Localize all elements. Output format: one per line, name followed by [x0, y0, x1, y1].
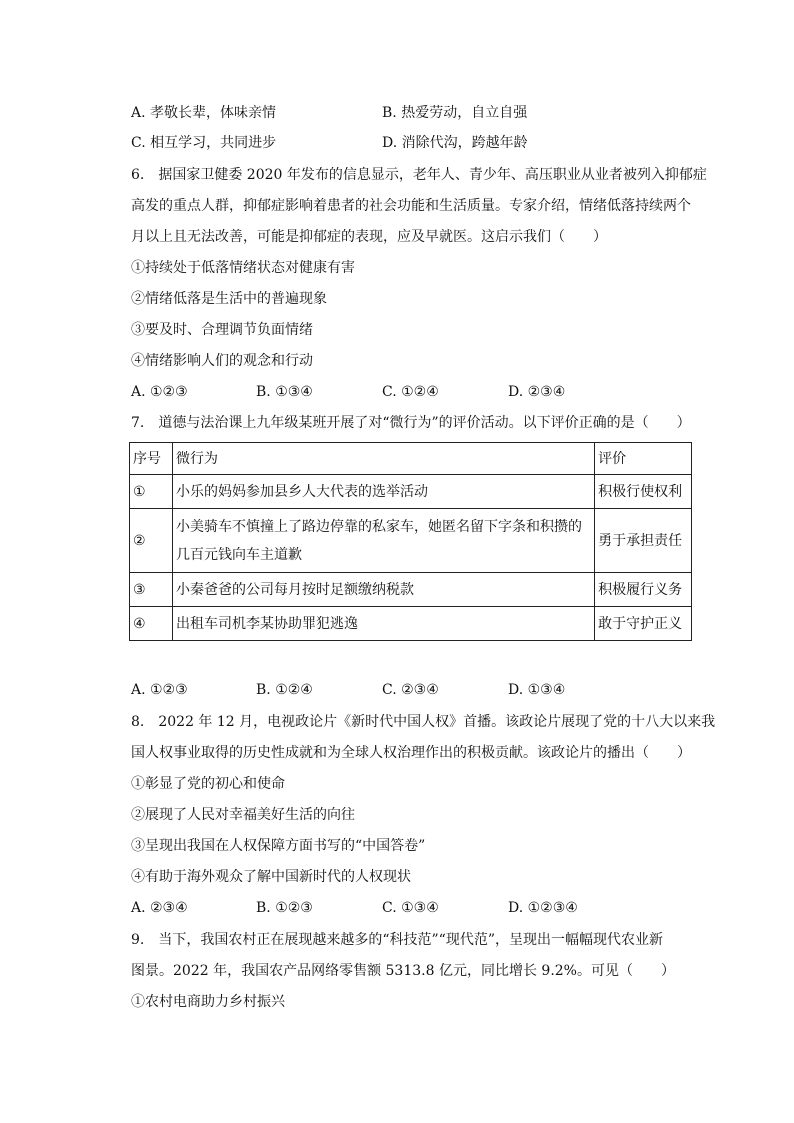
- q5-options-row-2: [131, 133, 691, 153]
- q6-stem-line-2: 高发的重点人群，抑郁症影响着患者的社会功能和生活质量。专家介绍，情绪低落持续两个: [131, 198, 691, 214]
- row-eval: 敢于守护正义: [595, 607, 692, 641]
- table-row: [130, 607, 692, 641]
- q6-option-a[interactable]: A. ①②③: [131, 384, 188, 400]
- q6-option-c[interactable]: C. ①②④: [382, 384, 439, 400]
- table-row: [130, 475, 692, 509]
- q8-option-d[interactable]: D. ①②③④: [508, 900, 578, 916]
- q5-option-a[interactable]: A. 孝敬长辈，体味亲情: [131, 105, 277, 121]
- q6-item-3: ③要及时、合理调节负面情绪: [131, 322, 313, 338]
- q7-options: [131, 680, 691, 700]
- header-no: 序号: [130, 443, 173, 475]
- q9-stem-line-1: 9. 当下，我国农村正在展现越来越多的“科技范”“现代范”，呈现出一幅幅现代农业新: [131, 932, 663, 948]
- q7-option-d[interactable]: D. ①③④: [508, 682, 566, 698]
- q8-item-3: ③呈现出我国在人权保障方面书写的“中国答卷”: [131, 838, 426, 854]
- q8-option-a[interactable]: A. ②③④: [131, 900, 188, 916]
- row-no: ①: [130, 475, 173, 509]
- table-header-row: [130, 443, 692, 475]
- q8-option-b[interactable]: B. ①②③: [256, 900, 313, 916]
- row-eval: 积极履行义务: [595, 573, 692, 607]
- q9-item-1: ①农村电商助力乡村振兴: [131, 994, 285, 1010]
- q6-stem-line-3: 月以上且无法改善，可能是抑郁症的表现，应及早就医。这启示我们（ ）: [131, 229, 607, 245]
- q8-item-1: ①彰显了党的初心和使命: [131, 776, 285, 792]
- row-act: 小秦爸爸的公司每月按时足额缴纳税款: [172, 573, 594, 607]
- q6-option-b[interactable]: B. ①③④: [256, 384, 313, 400]
- q8-stem-line-2: 国人权事业取得的历史性成就和为全球人权治理作出的积极贡献。该政论片的播出（ ）: [131, 745, 691, 761]
- q5-option-b[interactable]: B. 热爱劳动，自立自强: [382, 105, 528, 121]
- row-act: 小美骑车不慎撞上了路边停靠的私家车，她匿名留下字条和积攒的几百元钱向车主道歉: [172, 509, 594, 573]
- row-eval: 勇于承担责任: [595, 509, 692, 573]
- q7-option-b[interactable]: B. ①②④: [256, 682, 313, 698]
- q8-item-2: ②展现了人民对幸福美好生活的向往: [131, 807, 355, 823]
- q7-option-a[interactable]: A. ①②③: [131, 682, 188, 698]
- q6-item-1: ①持续处于低落情绪状态对健康有害: [131, 260, 355, 276]
- q5-option-d[interactable]: D. 消除代沟，跨越年龄: [382, 135, 528, 151]
- q8-item-4: ④有助于海外观众了解中国新时代的人权现状: [131, 869, 411, 885]
- row-no: ③: [130, 573, 173, 607]
- q7-option-c[interactable]: C. ②③④: [382, 682, 439, 698]
- row-eval: 积极行使权利: [595, 475, 692, 509]
- row-act: 小乐的妈妈参加县乡人大代表的选举活动: [172, 475, 594, 509]
- table-row: [130, 509, 692, 573]
- q6-item-4: ④情绪影响人们的观念和行动: [131, 353, 313, 369]
- q9-stem-line-2: 图景。2022 年，我国农产品网络零售额 5313.8 亿元，同比增长 9.2%。可见（ ）: [131, 963, 675, 979]
- row-no: ④: [130, 607, 173, 641]
- header-eval: 评价: [595, 443, 692, 475]
- header-act: 微行为: [172, 443, 594, 475]
- q7-stem: 7. 道德与法治课上九年级某班开展了对“微行为”的评价活动。以下评价正确的是（ ）: [131, 415, 691, 431]
- row-no: ②: [130, 509, 173, 573]
- q5-option-c[interactable]: C. 相互学习，共同进步: [131, 135, 277, 151]
- q6-options: [131, 382, 691, 402]
- q5-options-row-1: [131, 103, 691, 123]
- q6-stem-line-1: 6. 据国家卫健委 2020 年发布的信息显示，老年人、青少年、高压职业从业者被列入抑郁症: [131, 167, 707, 183]
- q8-stem-line-1: 8. 2022 年 12 月，电视政论片《新时代中国人权》首播。该政论片展现了党的十八大以来我: [131, 714, 716, 730]
- q8-option-c[interactable]: C. ①③④: [382, 900, 439, 916]
- q7-table: [129, 442, 692, 641]
- table-row: [130, 573, 692, 607]
- q6-option-d[interactable]: D. ②③④: [508, 384, 566, 400]
- row-act: 出租车司机李某协助罪犯逃逸: [172, 607, 594, 641]
- q8-options: [131, 898, 691, 918]
- q6-item-2: ②情绪低落是生活中的普遍现象: [131, 291, 327, 307]
